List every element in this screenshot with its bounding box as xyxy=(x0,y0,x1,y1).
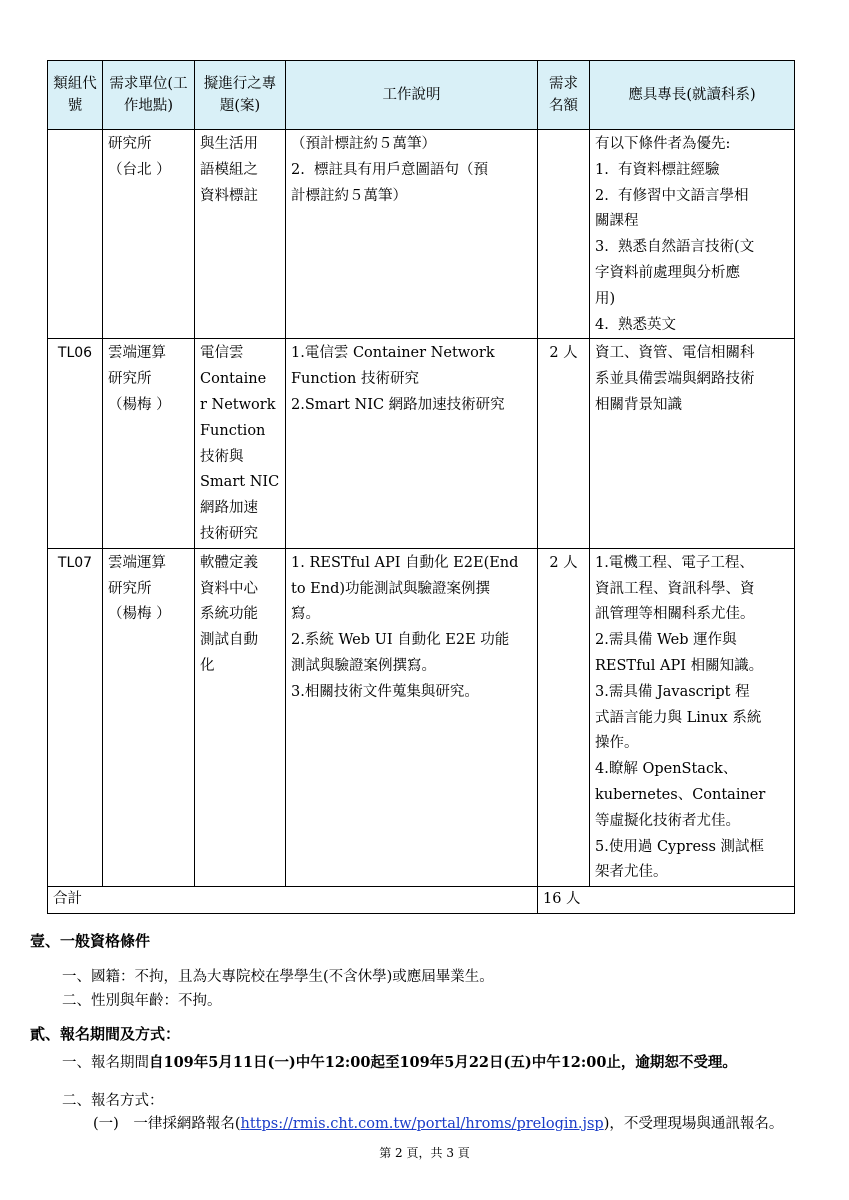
cell-line: 2.需具備 Web 運作與 xyxy=(595,632,737,649)
cell-line: 網路加速 xyxy=(200,500,258,517)
cell-line: 資工、資管、電信相關科 xyxy=(595,345,755,362)
table-row xyxy=(48,548,795,886)
cell-line: 電信雲 xyxy=(200,345,244,362)
method-prefix: (一) 一律採網路報名( xyxy=(93,1116,241,1132)
cell-line: 4.瞭解 OpenStack、 xyxy=(595,761,738,778)
cell-line: （楊梅 ） xyxy=(108,606,171,623)
code-text: TL07 xyxy=(57,554,93,571)
row-unit xyxy=(103,130,195,339)
cell-line: Function 技術研究 xyxy=(291,371,420,388)
cell-line: 1.電機工程、電子工程、 xyxy=(595,554,754,571)
table-row xyxy=(48,339,795,548)
cell-line: 資料標註 xyxy=(200,187,258,204)
cell-line: 系並具備雲端與網路技術 xyxy=(595,371,755,388)
cell-line: 測試與驗證案例撰寫。 xyxy=(291,657,436,674)
cell-line: 化 xyxy=(200,657,215,674)
gender-age-text: 二、性別與年齡：不拘。 xyxy=(62,993,222,1009)
page-footer: 第 2 頁，共 3 頁 xyxy=(379,1146,470,1160)
code-text: TL06 xyxy=(57,345,93,362)
cell-line: 語模組之 xyxy=(200,161,258,178)
cell-line: Smart NIC xyxy=(200,474,280,491)
row-skills xyxy=(590,339,795,548)
cell-line: kubernetes、Container xyxy=(595,786,766,803)
cell-line: 研究所 xyxy=(108,580,152,597)
row-code xyxy=(48,548,103,886)
cell-line: 軟體定義 xyxy=(200,554,258,571)
registration-link[interactable]: https://rmis.cht.com.tw/portal/hroms/prelogin.jsp xyxy=(240,1116,604,1132)
quota-text: 2 人 xyxy=(549,345,578,362)
cell-line: （預計標註約５萬筆） xyxy=(291,136,436,152)
cell-line: Containe xyxy=(200,371,267,388)
cell-line: 雲端運算 xyxy=(108,345,166,362)
cell-line: 計標註約５萬筆） xyxy=(291,187,407,204)
cell-line: 用) xyxy=(595,290,616,307)
cell-line: 字資料前處理與分析應 xyxy=(595,264,740,281)
cell-line: 研究所 xyxy=(108,136,152,152)
cell-line: 2. 標註具有用戶意圖語句（預 xyxy=(291,161,489,178)
row-code xyxy=(48,339,103,548)
cell-line: 2.Smart NIC 網路加速技術研究 xyxy=(291,396,505,413)
header-skills: 應具專長(就讀科系) xyxy=(590,61,795,130)
cell-line: 寫。 xyxy=(291,606,320,623)
cell-line: 資料中心 xyxy=(200,580,258,597)
row-unit xyxy=(103,339,195,548)
cell-line: 雲端運算 xyxy=(108,554,166,571)
cell-line: 5.使用過 Cypress 測試框 xyxy=(595,838,765,855)
cell-line: 3.相關技術文件蒐集與研究。 xyxy=(291,683,479,700)
registration-period xyxy=(62,1051,737,1072)
header-code: 類組代號 xyxy=(48,61,103,130)
cell-line: 2. 有修習中文語言學相 xyxy=(595,187,749,204)
cell-line: to End)功能測試與驗證案例撰 xyxy=(291,580,491,597)
row-topic xyxy=(195,339,286,548)
total-label: 合計 xyxy=(48,887,538,914)
method-suffix: )，不受理現場與通訊報名。 xyxy=(603,1116,784,1132)
table-header-row xyxy=(48,61,795,130)
cell-line: 1. 有資料標註經驗 xyxy=(595,161,720,178)
cell-line: 關課程 xyxy=(595,213,639,230)
registration-method-item xyxy=(93,1112,783,1133)
cell-line: 技術與 xyxy=(200,448,244,465)
period-prefix: 一、報名期間 xyxy=(62,1055,149,1071)
cell-line: 資訊工程、資訊科學、資 xyxy=(595,580,755,597)
row-quota xyxy=(538,548,590,886)
row-code xyxy=(48,130,103,339)
cell-line: RESTful API 相關知識。 xyxy=(595,657,764,674)
row-desc xyxy=(286,548,538,886)
cell-line: r Network xyxy=(200,396,276,413)
cell-line: 架者尤佳。 xyxy=(595,864,668,881)
cell-line: 2.系統 Web UI 自動化 E2E 功能 xyxy=(291,632,510,649)
cell-line: 有以下條件者為優先: xyxy=(595,136,731,152)
header-topic: 擬進行之專題(案) xyxy=(195,61,286,130)
cell-line: 等虛擬化技術者尤佳。 xyxy=(595,812,740,829)
row-desc xyxy=(286,339,538,548)
row-skills xyxy=(590,130,795,339)
cell-line: 3. 熟悉自然語言技術(文 xyxy=(595,239,755,256)
registration-method-label: 二、報名方式： xyxy=(62,1093,164,1109)
cell-line: 訊管理等相關科系尤佳。 xyxy=(595,606,755,623)
total-row xyxy=(48,887,795,914)
header-desc: 工作說明 xyxy=(286,61,538,130)
row-desc xyxy=(286,130,538,339)
header-unit: 需求單位(工作地點) xyxy=(103,61,195,130)
table-row xyxy=(48,130,795,339)
row-topic xyxy=(195,130,286,339)
cell-line: 技術研究 xyxy=(200,525,258,542)
header-quota: 需求名額 xyxy=(538,61,590,130)
job-table xyxy=(47,60,795,914)
section-2-heading: 貳、報名期間及方式： xyxy=(30,1025,181,1043)
row-topic xyxy=(195,548,286,886)
section-1-heading: 壹、一般資格條件 xyxy=(30,932,151,950)
cell-line: （楊梅 ） xyxy=(108,396,171,413)
cell-line: Function xyxy=(200,422,266,439)
quota-text: 2 人 xyxy=(549,554,578,571)
nationality-text: 一、國籍：不拘，且為大專院校在學學生(不含休學)或應屆畢業生。 xyxy=(62,969,494,985)
cell-line: 3.需具備 Javascript 程 xyxy=(595,683,750,700)
cell-line: 4. 熟悉英文 xyxy=(595,316,677,333)
cell-line: 相關背景知識 xyxy=(595,396,682,413)
cell-line: 1.電信雲 Container Network xyxy=(291,345,495,362)
cell-line: （台北 ） xyxy=(108,161,171,178)
cell-line: 測試自動 xyxy=(200,632,258,649)
cell-line: 操作。 xyxy=(595,735,639,752)
cell-line: 與生活用 xyxy=(200,136,258,152)
cell-line: 系統功能 xyxy=(200,606,258,623)
period-dates: 自109年5月11日(一)中午12:00起至109年5月22日(五)中午12:00止，逾期恕不受理。 xyxy=(149,1054,737,1071)
total-value: 16 人 xyxy=(538,887,795,914)
cell-line: 研究所 xyxy=(108,371,152,388)
row-quota xyxy=(538,130,590,339)
row-skills xyxy=(590,548,795,886)
cell-line: 1. RESTful API 自動化 E2E(End xyxy=(291,554,519,571)
row-quota xyxy=(538,339,590,548)
row-unit xyxy=(103,548,195,886)
cell-line: 式語言能力與 Linux 系統 xyxy=(595,709,762,726)
